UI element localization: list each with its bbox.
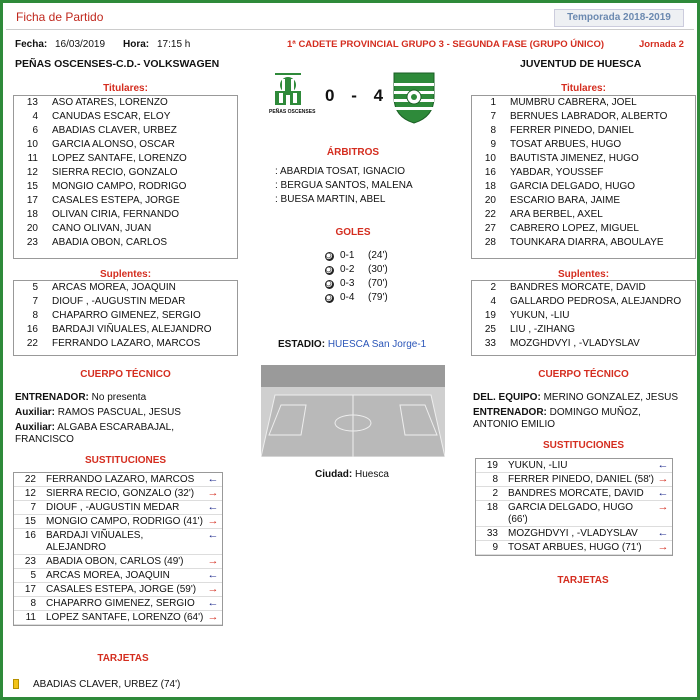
player-name: MUMBRU CABRERA, JOEL — [510, 97, 637, 108]
substitution-row — [14, 501, 222, 515]
home_starters-row — [14, 194, 237, 208]
player-number: 15 — [26, 181, 38, 192]
referees-list — [275, 165, 413, 207]
substitution-row — [476, 459, 672, 473]
home-coach-label: ENTRENADOR: — [15, 392, 89, 403]
goal-score: 0-4 — [340, 292, 355, 303]
away-del: MERINO GONZALEZ, JESUS — [543, 392, 679, 403]
soccer-ball-icon — [325, 280, 334, 289]
home-aux1-label: Auxiliar: — [15, 407, 56, 418]
player-number: 8 — [492, 474, 498, 485]
player-number: 23 — [24, 556, 36, 567]
player-name: BARDAJI VIÑUALES, ALEJANDRO — [52, 324, 212, 335]
city-line — [315, 469, 389, 480]
player-name: GARCIA DELGADO, HUGO (66') — [508, 502, 634, 525]
home_starters-row — [14, 236, 237, 250]
away-starters-title: Titulares: — [561, 83, 606, 94]
substitution-row — [476, 527, 672, 541]
substitution-row — [14, 529, 222, 555]
arrow-left-icon: ← — [207, 529, 219, 541]
player-name: BAUTISTA JIMENEZ, HUGO — [510, 153, 639, 164]
card-player: ABADIAS CLAVER, URBEZ (74') — [33, 678, 181, 690]
arrow-left-icon: ← — [207, 569, 219, 581]
home_starters-row — [14, 110, 237, 124]
player-name: ABADIA OBON, CARLOS — [52, 237, 168, 248]
arrow-right-icon: → — [207, 555, 219, 567]
player-number: 27 — [484, 223, 496, 234]
home-substitutions-list — [13, 472, 223, 626]
player-number: 16 — [24, 530, 36, 541]
player-number: 10 — [484, 153, 496, 164]
player-name: ARA BERBEL, AXEL — [510, 209, 603, 220]
goal-row — [325, 249, 388, 263]
date-label: Fecha: — [15, 39, 48, 50]
away-subs-list — [471, 280, 696, 356]
away-team-name: JUVENTUD DE HUESCA — [520, 58, 642, 70]
substitution-row — [14, 487, 222, 501]
substitution-row — [476, 487, 672, 501]
player-name: MOZGHDVYI , -VLADYSLAV — [508, 528, 638, 539]
player-name: BANDRES MORCATE, DAVID — [508, 488, 644, 499]
player-number: 17 — [24, 584, 36, 595]
home-starters-title: Titulares: — [103, 83, 148, 94]
away_starters-row — [472, 166, 695, 180]
home-staff — [15, 392, 181, 446]
round: Jornada 2 — [639, 39, 684, 50]
player-name: ABADIA OBON, CARLOS (49') — [46, 556, 184, 567]
away-coach: DOMINGO MUÑOZ, — [549, 407, 641, 418]
home_subs-row — [14, 295, 237, 309]
away_starters-row — [472, 96, 695, 110]
home_subs-row — [14, 309, 237, 323]
home-score: 0 — [325, 86, 335, 105]
player-name: LOPEZ SANTAFE, LORENZO — [52, 153, 187, 164]
player-number: 12 — [26, 167, 38, 178]
time-label: Hora: — [123, 39, 150, 50]
goal-minute: (24') — [368, 250, 388, 261]
player-name: BANDRES MORCATE, DAVID — [510, 282, 646, 293]
away_subs-row — [472, 281, 695, 295]
away-del-label: DEL. EQUIPO: — [473, 392, 541, 403]
home-aux2-cont: FRANCISCO — [15, 434, 74, 445]
player-number: 12 — [24, 488, 36, 499]
player-name: MONGIO CAMPO, RODRIGO — [52, 181, 187, 192]
goal-row — [325, 277, 388, 291]
home-coach: No presenta — [91, 392, 147, 403]
substitution-row — [476, 473, 672, 487]
away-score: 4 — [373, 86, 384, 105]
goal-row — [325, 291, 388, 305]
arrow-left-icon: ← — [657, 459, 669, 471]
player-number: 8 — [32, 310, 38, 321]
arrow-left-icon: ← — [207, 597, 219, 609]
home-subs-title: Suplentes: — [99, 269, 152, 280]
goals-list — [325, 249, 388, 305]
away-team-logo — [391, 69, 437, 125]
substitution-row — [14, 569, 222, 583]
home_subs-row — [14, 337, 237, 351]
away_starters-row — [472, 180, 695, 194]
away-coach-label: ENTRENADOR: — [473, 407, 547, 418]
arrow-right-icon: → — [657, 541, 669, 553]
away_starters-row — [472, 236, 695, 250]
arrow-right-icon: → — [207, 487, 219, 499]
player-name: SIERRA RECIO, GONZALO — [52, 167, 178, 178]
home-cards-list — [13, 676, 443, 692]
home-aux1: RAMOS PASCUAL, JESUS — [57, 407, 181, 418]
away-cards-title: TARJETAS — [557, 575, 609, 586]
competition: 1ª CADETE PROVINCIAL GRUPO 3 - SEGUNDA FASE (GRUPO ÚNICO) — [287, 39, 605, 50]
goal-minute: (30') — [368, 264, 388, 275]
player-name: TOUNKARA DIARRA, ABOULAYE — [510, 237, 664, 248]
player-name: CANUDAS ESCAR, ELOY — [52, 111, 171, 122]
player-number: 7 — [490, 111, 496, 122]
arrow-left-icon: ← — [207, 501, 219, 513]
player-number: 9 — [492, 542, 498, 553]
away_starters-row — [472, 222, 695, 236]
stadium-link[interactable]: HUESCA San Jorge-1 — [327, 339, 427, 350]
arrow-right-icon: → — [207, 515, 219, 527]
player-name: GARCIA DELGADO, HUGO — [510, 181, 636, 192]
player-name: LIU , -ZIHANG — [510, 324, 576, 335]
referee-name: : BUESA MARTIN, ABEL — [275, 194, 386, 205]
goals-title: GOLES — [335, 227, 371, 238]
player-name: MOZGHDVYI , -VLADYSLAV — [510, 338, 640, 349]
home-staff-title: CUERPO TÉCNICO — [80, 369, 171, 380]
soccer-ball-icon — [325, 252, 334, 261]
player-name: ESCARIO BARA, JAIME — [510, 195, 621, 206]
player-number: 4 — [32, 111, 38, 122]
arrow-right-icon: → — [657, 501, 669, 513]
player-number: 20 — [484, 195, 496, 206]
stadium-photo — [261, 365, 445, 457]
arrow-right-icon: → — [657, 473, 669, 485]
home-substitutions-title: SUSTITUCIONES — [84, 455, 167, 466]
away-staff — [473, 392, 678, 431]
arrow-right-icon: → — [207, 611, 219, 623]
player-name: FERRER PINEDO, DANIEL — [510, 125, 634, 136]
stadium-line — [278, 339, 426, 350]
player-name: CASALES ESTEPA, JORGE (59') — [46, 584, 197, 595]
player-number: 15 — [24, 516, 36, 527]
player-number: 2 — [490, 282, 496, 293]
away_starters-row — [472, 194, 695, 208]
player-name: YUKUN, -LIU — [510, 310, 570, 321]
home-aux2: ALGABA ESCARABAJAL, — [57, 422, 174, 433]
substitution-row — [476, 501, 672, 527]
player-number: 7 — [32, 296, 38, 307]
date-value: 16/03/2019 — [55, 39, 106, 50]
player-name: LOPEZ SANTAFE, LORENZO (64') — [46, 612, 204, 623]
stadium-label: ESTADIO: — [278, 339, 326, 350]
player-name: SIERRA RECIO, GONZALO (32') — [46, 488, 195, 499]
player-name: ASO ATARES, LORENZO — [52, 97, 168, 108]
goal-minute: (79') — [368, 292, 388, 303]
season-badge[interactable]: Temporada 2018-2019 — [554, 9, 684, 27]
player-name: GARCIA ALONSO, OSCAR — [52, 139, 175, 150]
player-name: TOSAT ARBUES, HUGO — [510, 139, 622, 150]
player-number: 18 — [26, 209, 38, 220]
player-number: 8 — [490, 125, 496, 136]
player-number: 16 — [484, 167, 496, 178]
home_starters-row — [14, 138, 237, 152]
home-subs-list — [13, 280, 238, 356]
soccer-ball-icon — [325, 266, 334, 275]
player-name: FERRER PINEDO, DANIEL (58') — [508, 474, 655, 485]
player-number: 25 — [484, 324, 496, 335]
home_starters-row — [14, 166, 237, 180]
home_subs-row — [14, 323, 237, 337]
home_subs-row — [14, 281, 237, 295]
player-name: MONGIO CAMPO, RODRIGO (41') — [46, 516, 203, 527]
substitution-row — [476, 541, 672, 555]
player-number: 11 — [27, 153, 38, 164]
player-name: CABRERO LOPEZ, MIGUEL — [510, 223, 639, 234]
player-name: CANO OLIVAN, JUAN — [52, 223, 152, 234]
player-number: 19 — [484, 310, 496, 321]
player-name: CASALES ESTEPA, JORGE — [52, 195, 180, 206]
player-number: 33 — [484, 338, 496, 349]
player-number: 11 — [25, 612, 36, 623]
player-number: 13 — [26, 97, 38, 108]
player-number: 8 — [30, 598, 36, 609]
player-number: 4 — [490, 296, 496, 307]
substitution-row — [14, 611, 222, 625]
away-substitutions-list — [475, 458, 673, 556]
player-number: 2 — [492, 488, 498, 499]
player-name: CHAPARRO GIMENEZ, SERGIO — [46, 598, 195, 609]
referees-title: ÁRBITROS — [326, 147, 380, 158]
substitution-row — [14, 597, 222, 611]
away_starters-row — [472, 208, 695, 222]
home-cards-title: TARJETAS — [97, 653, 149, 664]
home_starters-row — [14, 180, 237, 194]
home_starters-row — [14, 222, 237, 236]
home-team-name: PEÑAS OSCENSES-C.D.- VOLKSWAGEN — [15, 58, 220, 70]
goal-row — [325, 263, 388, 277]
player-number: 20 — [26, 223, 38, 234]
away_starters-row — [472, 138, 695, 152]
player-number: 19 — [486, 460, 498, 471]
player-name: CHAPARRO GIMENEZ, SERGIO — [52, 310, 201, 321]
player-number: 7 — [30, 502, 36, 513]
away-staff-title: CUERPO TÉCNICO — [538, 369, 629, 380]
arrow-right-icon: → — [207, 583, 219, 595]
player-name: ARCAS MOREA, JOAQUIN — [46, 570, 170, 581]
home-starters-list — [13, 95, 238, 259]
player-number: 5 — [32, 282, 38, 293]
away_starters-row — [472, 152, 695, 166]
goal-score: 0-1 — [340, 250, 355, 261]
yellow-card-icon — [13, 679, 19, 689]
player-number: 18 — [486, 502, 498, 513]
away-starters-list — [471, 95, 696, 259]
player-number: 5 — [30, 570, 36, 581]
player-name: ABADIAS CLAVER, URBEZ — [52, 125, 177, 136]
city-label: Ciudad: — [315, 469, 353, 480]
player-number: 23 — [26, 237, 38, 248]
away-coach-cont: ANTONIO EMILIO — [473, 419, 556, 430]
header-bar — [6, 6, 694, 30]
substitution-row — [14, 515, 222, 529]
player-name: ARCAS MOREA, JOAQUIN — [52, 282, 176, 293]
soccer-ball-icon — [325, 294, 334, 303]
score-separator: - — [351, 86, 357, 105]
player-name: OLIVAN CIRIA, FERNANDO — [52, 209, 180, 220]
home_starters-row — [14, 208, 237, 222]
away_subs-row — [472, 295, 695, 309]
home-aux2-label: Auxiliar: — [15, 422, 56, 433]
arrow-left-icon: ← — [657, 527, 669, 539]
referee-name: : ABARDIA TOSAT, IGNACIO — [275, 166, 406, 177]
goal-score: 0-2 — [340, 264, 355, 275]
player-name: YUKUN, -LIU — [508, 460, 568, 471]
away_starters-row — [472, 110, 695, 124]
home_starters-row — [14, 96, 237, 110]
player-name: DIOUF , -AUGUSTIN MEDAR — [46, 502, 180, 513]
away_subs-row — [472, 337, 695, 351]
player-number: 22 — [26, 338, 38, 349]
player-name: DIOUF , -AUGUSTIN MEDAR — [52, 296, 186, 307]
player-name: BERNUES LABRADOR, ALBERTO — [510, 111, 668, 122]
scoreline — [325, 86, 383, 106]
player-number: 17 — [26, 195, 38, 206]
referee-name: : BERGUA SANTOS, MALENA — [275, 180, 413, 191]
substitution-row — [14, 555, 222, 569]
player-number: 18 — [484, 181, 496, 192]
arrow-left-icon: ← — [207, 473, 219, 485]
player-number: 10 — [26, 139, 38, 150]
player-number: 28 — [484, 237, 496, 248]
home-logo-text: PEÑAS OSCENSES — [269, 109, 316, 115]
player-number: 22 — [484, 209, 496, 220]
arrow-left-icon: ← — [657, 487, 669, 499]
player-number: 9 — [490, 139, 496, 150]
away_starters-row — [472, 124, 695, 138]
player-number: 22 — [24, 474, 36, 485]
player-number: 33 — [486, 528, 498, 539]
city-value: Huesca — [355, 469, 389, 480]
substitution-row — [14, 583, 222, 597]
page-title: Ficha de Partido — [16, 10, 104, 24]
substitution-row — [14, 473, 222, 487]
player-number: 1 — [490, 97, 496, 108]
player-name: FERRANDO LAZARO, MARCOS — [46, 474, 195, 485]
away-subs-title: Suplentes: — [557, 269, 610, 280]
player-name: YABDAR, YOUSSEF — [510, 167, 604, 178]
player-name: FERRANDO LAZARO, MARCOS — [52, 338, 201, 349]
home_starters-row — [14, 124, 237, 138]
player-name: BARDAJI VIÑUALES, ALEJANDRO — [46, 530, 144, 553]
goal-minute: (70') — [368, 278, 388, 289]
away_subs-row — [472, 323, 695, 337]
home_starters-row — [14, 152, 237, 166]
home-team-logo — [269, 69, 316, 127]
player-name: TOSAT ARBUES, HUGO (71') — [508, 542, 642, 553]
time-value: 17:15 h — [157, 39, 191, 50]
player-name: GALLARDO PEDROSA, ALEJANDRO — [510, 296, 682, 307]
away-substitutions-title: SUSTITUCIONES — [542, 440, 625, 451]
away_subs-row — [472, 309, 695, 323]
player-number: 6 — [32, 125, 38, 136]
player-number: 16 — [26, 324, 38, 335]
goal-score: 0-3 — [340, 278, 355, 289]
